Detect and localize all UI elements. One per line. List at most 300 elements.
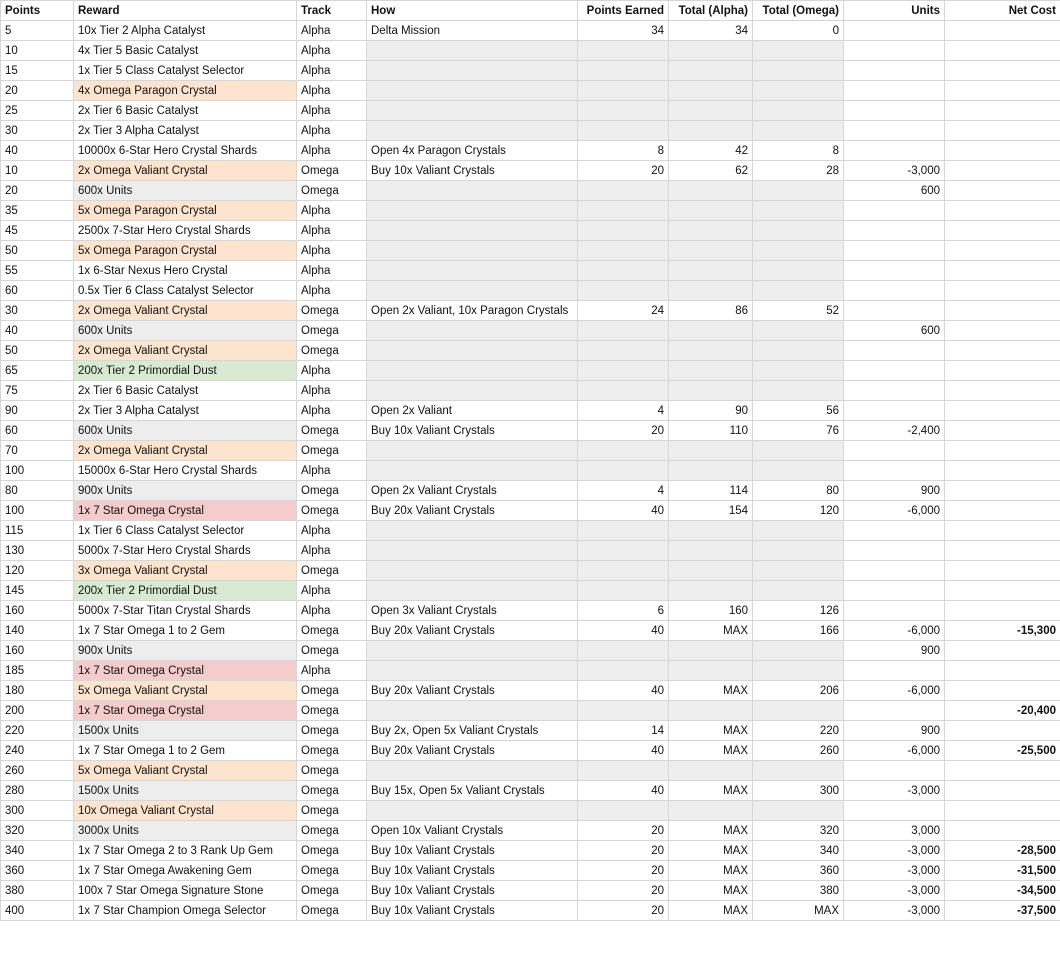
- points-cell[interactable]: 160: [1, 601, 74, 621]
- how-cell[interactable]: [367, 461, 578, 481]
- total-alpha-cell[interactable]: 62: [669, 161, 753, 181]
- points-earned-cell[interactable]: 8: [578, 141, 669, 161]
- units-cell[interactable]: 900: [844, 721, 945, 741]
- points-cell[interactable]: 10: [1, 161, 74, 181]
- total-omega-cell[interactable]: [753, 41, 844, 61]
- reward-cell[interactable]: 1x 7 Star Omega Crystal: [74, 701, 297, 721]
- total-alpha-cell[interactable]: [669, 321, 753, 341]
- total-omega-cell[interactable]: 76: [753, 421, 844, 441]
- points-earned-cell[interactable]: 20: [578, 881, 669, 901]
- total-alpha-cell[interactable]: [669, 41, 753, 61]
- net-cost-cell[interactable]: [945, 281, 1060, 301]
- net-cost-cell[interactable]: [945, 301, 1060, 321]
- points-cell[interactable]: 75: [1, 381, 74, 401]
- how-cell[interactable]: Open 2x Valiant Crystals: [367, 481, 578, 501]
- how-cell[interactable]: [367, 281, 578, 301]
- points-earned-cell[interactable]: 40: [578, 681, 669, 701]
- net-cost-cell[interactable]: -28,500: [945, 841, 1060, 861]
- net-cost-cell[interactable]: [945, 801, 1060, 821]
- how-cell[interactable]: [367, 341, 578, 361]
- how-cell[interactable]: Buy 10x Valiant Crystals: [367, 861, 578, 881]
- net-cost-cell[interactable]: [945, 201, 1060, 221]
- track-cell[interactable]: Omega: [297, 561, 367, 581]
- how-cell[interactable]: Delta Mission: [367, 21, 578, 41]
- total-alpha-cell[interactable]: [669, 361, 753, 381]
- units-cell[interactable]: -6,000: [844, 501, 945, 521]
- net-cost-cell[interactable]: [945, 541, 1060, 561]
- header-total-alpha[interactable]: Total (Alpha): [669, 1, 753, 21]
- total-omega-cell[interactable]: [753, 361, 844, 381]
- units-cell[interactable]: -3,000: [844, 161, 945, 181]
- total-omega-cell[interactable]: 0: [753, 21, 844, 41]
- total-omega-cell[interactable]: [753, 381, 844, 401]
- points-cell[interactable]: 30: [1, 121, 74, 141]
- how-cell[interactable]: [367, 181, 578, 201]
- total-alpha-cell[interactable]: [669, 441, 753, 461]
- total-alpha-cell[interactable]: [669, 761, 753, 781]
- net-cost-cell[interactable]: [945, 81, 1060, 101]
- total-omega-cell[interactable]: [753, 281, 844, 301]
- units-cell[interactable]: [844, 261, 945, 281]
- points-earned-cell[interactable]: 40: [578, 621, 669, 641]
- units-cell[interactable]: [844, 601, 945, 621]
- units-cell[interactable]: [844, 241, 945, 261]
- reward-cell[interactable]: 5x Omega Valiant Crystal: [74, 761, 297, 781]
- reward-cell[interactable]: 4x Omega Paragon Crystal: [74, 81, 297, 101]
- units-cell[interactable]: -2,400: [844, 421, 945, 441]
- total-alpha-cell[interactable]: [669, 341, 753, 361]
- net-cost-cell[interactable]: [945, 781, 1060, 801]
- reward-cell[interactable]: 1500x Units: [74, 781, 297, 801]
- total-alpha-cell[interactable]: [669, 241, 753, 261]
- total-alpha-cell[interactable]: [669, 381, 753, 401]
- how-cell[interactable]: [367, 241, 578, 261]
- total-omega-cell[interactable]: [753, 521, 844, 541]
- points-cell[interactable]: 40: [1, 141, 74, 161]
- reward-cell[interactable]: 2x Tier 6 Basic Catalyst: [74, 381, 297, 401]
- total-omega-cell[interactable]: 260: [753, 741, 844, 761]
- points-earned-cell[interactable]: [578, 281, 669, 301]
- track-cell[interactable]: Omega: [297, 881, 367, 901]
- points-earned-cell[interactable]: 40: [578, 501, 669, 521]
- header-total-omega[interactable]: Total (Omega): [753, 1, 844, 21]
- points-cell[interactable]: 220: [1, 721, 74, 741]
- total-omega-cell[interactable]: [753, 101, 844, 121]
- reward-cell[interactable]: 600x Units: [74, 181, 297, 201]
- total-alpha-cell[interactable]: [669, 61, 753, 81]
- points-cell[interactable]: 240: [1, 741, 74, 761]
- points-earned-cell[interactable]: 6: [578, 601, 669, 621]
- net-cost-cell[interactable]: -34,500: [945, 881, 1060, 901]
- total-alpha-cell[interactable]: MAX: [669, 881, 753, 901]
- total-omega-cell[interactable]: [753, 541, 844, 561]
- units-cell[interactable]: [844, 801, 945, 821]
- points-cell[interactable]: 50: [1, 341, 74, 361]
- net-cost-cell[interactable]: [945, 41, 1060, 61]
- reward-cell[interactable]: 0.5x Tier 6 Class Catalyst Selector: [74, 281, 297, 301]
- units-cell[interactable]: [844, 381, 945, 401]
- units-cell[interactable]: 900: [844, 641, 945, 661]
- total-omega-cell[interactable]: [753, 641, 844, 661]
- points-earned-cell[interactable]: [578, 461, 669, 481]
- total-alpha-cell[interactable]: MAX: [669, 781, 753, 801]
- header-reward[interactable]: Reward: [74, 1, 297, 21]
- how-cell[interactable]: [367, 61, 578, 81]
- total-omega-cell[interactable]: [753, 801, 844, 821]
- units-cell[interactable]: [844, 401, 945, 421]
- how-cell[interactable]: [367, 101, 578, 121]
- reward-cell[interactable]: 5000x 7-Star Titan Crystal Shards: [74, 601, 297, 621]
- track-cell[interactable]: Omega: [297, 181, 367, 201]
- header-points-earned[interactable]: Points Earned: [578, 1, 669, 21]
- track-cell[interactable]: Omega: [297, 801, 367, 821]
- net-cost-cell[interactable]: [945, 241, 1060, 261]
- points-cell[interactable]: 280: [1, 781, 74, 801]
- points-earned-cell[interactable]: 20: [578, 861, 669, 881]
- net-cost-cell[interactable]: [945, 361, 1060, 381]
- total-alpha-cell[interactable]: [669, 201, 753, 221]
- units-cell[interactable]: [844, 221, 945, 241]
- track-cell[interactable]: Alpha: [297, 221, 367, 241]
- points-earned-cell[interactable]: 14: [578, 721, 669, 741]
- points-cell[interactable]: 130: [1, 541, 74, 561]
- how-cell[interactable]: [367, 561, 578, 581]
- track-cell[interactable]: Alpha: [297, 461, 367, 481]
- points-earned-cell[interactable]: [578, 541, 669, 561]
- total-alpha-cell[interactable]: 160: [669, 601, 753, 621]
- units-cell[interactable]: -3,000: [844, 881, 945, 901]
- track-cell[interactable]: Alpha: [297, 361, 367, 381]
- total-omega-cell[interactable]: 166: [753, 621, 844, 641]
- net-cost-cell[interactable]: -37,500: [945, 901, 1060, 921]
- net-cost-cell[interactable]: -15,300: [945, 621, 1060, 641]
- how-cell[interactable]: Buy 20x Valiant Crystals: [367, 741, 578, 761]
- total-alpha-cell[interactable]: [669, 801, 753, 821]
- track-cell[interactable]: Alpha: [297, 241, 367, 261]
- how-cell[interactable]: [367, 201, 578, 221]
- total-alpha-cell[interactable]: 42: [669, 141, 753, 161]
- reward-cell[interactable]: 1x 7 Star Champion Omega Selector: [74, 901, 297, 921]
- how-cell[interactable]: [367, 581, 578, 601]
- total-alpha-cell[interactable]: [669, 461, 753, 481]
- net-cost-cell[interactable]: [945, 401, 1060, 421]
- reward-cell[interactable]: 10x Omega Valiant Crystal: [74, 801, 297, 821]
- track-cell[interactable]: Omega: [297, 301, 367, 321]
- reward-cell[interactable]: 2500x 7-Star Hero Crystal Shards: [74, 221, 297, 241]
- reward-cell[interactable]: 3000x Units: [74, 821, 297, 841]
- net-cost-cell[interactable]: [945, 21, 1060, 41]
- reward-cell[interactable]: 1500x Units: [74, 721, 297, 741]
- points-earned-cell[interactable]: 20: [578, 421, 669, 441]
- points-cell[interactable]: 100: [1, 461, 74, 481]
- track-cell[interactable]: Alpha: [297, 381, 367, 401]
- total-alpha-cell[interactable]: MAX: [669, 821, 753, 841]
- total-alpha-cell[interactable]: 110: [669, 421, 753, 441]
- total-alpha-cell[interactable]: [669, 701, 753, 721]
- how-cell[interactable]: Buy 20x Valiant Crystals: [367, 621, 578, 641]
- points-cell[interactable]: 40: [1, 321, 74, 341]
- track-cell[interactable]: Alpha: [297, 261, 367, 281]
- units-cell[interactable]: [844, 301, 945, 321]
- track-cell[interactable]: Omega: [297, 501, 367, 521]
- reward-cell[interactable]: 600x Units: [74, 421, 297, 441]
- net-cost-cell[interactable]: [945, 61, 1060, 81]
- units-cell[interactable]: -6,000: [844, 741, 945, 761]
- how-cell[interactable]: [367, 361, 578, 381]
- track-cell[interactable]: Alpha: [297, 661, 367, 681]
- net-cost-cell[interactable]: [945, 181, 1060, 201]
- total-omega-cell[interactable]: 340: [753, 841, 844, 861]
- points-earned-cell[interactable]: [578, 521, 669, 541]
- net-cost-cell[interactable]: [945, 681, 1060, 701]
- points-cell[interactable]: 200: [1, 701, 74, 721]
- units-cell[interactable]: [844, 701, 945, 721]
- track-cell[interactable]: Omega: [297, 421, 367, 441]
- total-omega-cell[interactable]: 126: [753, 601, 844, 621]
- net-cost-cell[interactable]: [945, 501, 1060, 521]
- how-cell[interactable]: [367, 321, 578, 341]
- points-cell[interactable]: 10: [1, 41, 74, 61]
- total-alpha-cell[interactable]: MAX: [669, 901, 753, 921]
- total-alpha-cell[interactable]: [669, 281, 753, 301]
- how-cell[interactable]: Open 2x Valiant, 10x Paragon Crystals: [367, 301, 578, 321]
- net-cost-cell[interactable]: [945, 381, 1060, 401]
- units-cell[interactable]: [844, 201, 945, 221]
- total-omega-cell[interactable]: 120: [753, 501, 844, 521]
- units-cell[interactable]: 600: [844, 321, 945, 341]
- how-cell[interactable]: [367, 801, 578, 821]
- track-cell[interactable]: Alpha: [297, 401, 367, 421]
- track-cell[interactable]: Alpha: [297, 121, 367, 141]
- how-cell[interactable]: Buy 10x Valiant Crystals: [367, 421, 578, 441]
- net-cost-cell[interactable]: [945, 101, 1060, 121]
- track-cell[interactable]: Omega: [297, 441, 367, 461]
- units-cell[interactable]: [844, 81, 945, 101]
- total-omega-cell[interactable]: 8: [753, 141, 844, 161]
- units-cell[interactable]: [844, 341, 945, 361]
- points-earned-cell[interactable]: [578, 241, 669, 261]
- units-cell[interactable]: [844, 661, 945, 681]
- units-cell[interactable]: [844, 361, 945, 381]
- reward-cell[interactable]: 1x 7 Star Omega Awakening Gem: [74, 861, 297, 881]
- net-cost-cell[interactable]: [945, 221, 1060, 241]
- net-cost-cell[interactable]: [945, 601, 1060, 621]
- track-cell[interactable]: Omega: [297, 621, 367, 641]
- total-omega-cell[interactable]: [753, 261, 844, 281]
- points-cell[interactable]: 140: [1, 621, 74, 641]
- total-omega-cell[interactable]: [753, 241, 844, 261]
- units-cell[interactable]: [844, 761, 945, 781]
- total-omega-cell[interactable]: 28: [753, 161, 844, 181]
- points-earned-cell[interactable]: 20: [578, 821, 669, 841]
- track-cell[interactable]: Omega: [297, 781, 367, 801]
- net-cost-cell[interactable]: [945, 641, 1060, 661]
- track-cell[interactable]: Omega: [297, 681, 367, 701]
- units-cell[interactable]: 900: [844, 481, 945, 501]
- points-earned-cell[interactable]: [578, 561, 669, 581]
- track-cell[interactable]: Alpha: [297, 81, 367, 101]
- points-earned-cell[interactable]: 40: [578, 781, 669, 801]
- total-omega-cell[interactable]: [753, 561, 844, 581]
- total-omega-cell[interactable]: 380: [753, 881, 844, 901]
- reward-cell[interactable]: 200x Tier 2 Primordial Dust: [74, 361, 297, 381]
- points-earned-cell[interactable]: 20: [578, 901, 669, 921]
- how-cell[interactable]: Buy 15x, Open 5x Valiant Crystals: [367, 781, 578, 801]
- points-cell[interactable]: 50: [1, 241, 74, 261]
- points-earned-cell[interactable]: [578, 181, 669, 201]
- points-cell[interactable]: 100: [1, 501, 74, 521]
- points-cell[interactable]: 15: [1, 61, 74, 81]
- points-earned-cell[interactable]: 40: [578, 741, 669, 761]
- how-cell[interactable]: [367, 541, 578, 561]
- track-cell[interactable]: Alpha: [297, 41, 367, 61]
- net-cost-cell[interactable]: [945, 441, 1060, 461]
- total-omega-cell[interactable]: [753, 121, 844, 141]
- header-how[interactable]: How: [367, 1, 578, 21]
- points-cell[interactable]: 400: [1, 901, 74, 921]
- how-cell[interactable]: Open 2x Valiant: [367, 401, 578, 421]
- total-omega-cell[interactable]: [753, 61, 844, 81]
- how-cell[interactable]: Buy 20x Valiant Crystals: [367, 501, 578, 521]
- total-alpha-cell[interactable]: 114: [669, 481, 753, 501]
- reward-cell[interactable]: 5000x 7-Star Hero Crystal Shards: [74, 541, 297, 561]
- net-cost-cell[interactable]: -25,500: [945, 741, 1060, 761]
- total-alpha-cell[interactable]: MAX: [669, 861, 753, 881]
- reward-cell[interactable]: 900x Units: [74, 641, 297, 661]
- reward-cell[interactable]: 1x 7 Star Omega 1 to 2 Gem: [74, 741, 297, 761]
- how-cell[interactable]: Open 3x Valiant Crystals: [367, 601, 578, 621]
- net-cost-cell[interactable]: [945, 581, 1060, 601]
- points-earned-cell[interactable]: [578, 801, 669, 821]
- points-earned-cell[interactable]: 24: [578, 301, 669, 321]
- points-earned-cell[interactable]: [578, 41, 669, 61]
- points-earned-cell[interactable]: [578, 321, 669, 341]
- reward-cell[interactable]: 600x Units: [74, 321, 297, 341]
- net-cost-cell[interactable]: [945, 721, 1060, 741]
- points-earned-cell[interactable]: [578, 121, 669, 141]
- how-cell[interactable]: [367, 441, 578, 461]
- track-cell[interactable]: Alpha: [297, 141, 367, 161]
- total-omega-cell[interactable]: [753, 661, 844, 681]
- track-cell[interactable]: Alpha: [297, 61, 367, 81]
- points-cell[interactable]: 30: [1, 301, 74, 321]
- points-earned-cell[interactable]: [578, 381, 669, 401]
- net-cost-cell[interactable]: [945, 821, 1060, 841]
- units-cell[interactable]: 3,000: [844, 821, 945, 841]
- units-cell[interactable]: [844, 41, 945, 61]
- track-cell[interactable]: Alpha: [297, 521, 367, 541]
- total-alpha-cell[interactable]: [669, 221, 753, 241]
- header-units[interactable]: Units: [844, 1, 945, 21]
- track-cell[interactable]: Omega: [297, 841, 367, 861]
- total-omega-cell[interactable]: 52: [753, 301, 844, 321]
- net-cost-cell[interactable]: [945, 121, 1060, 141]
- total-alpha-cell[interactable]: [669, 81, 753, 101]
- net-cost-cell[interactable]: [945, 461, 1060, 481]
- reward-cell[interactable]: 1x 7 Star Omega Crystal: [74, 501, 297, 521]
- points-cell[interactable]: 45: [1, 221, 74, 241]
- track-cell[interactable]: Alpha: [297, 601, 367, 621]
- reward-cell[interactable]: 2x Tier 3 Alpha Catalyst: [74, 121, 297, 141]
- track-cell[interactable]: Alpha: [297, 281, 367, 301]
- reward-cell[interactable]: 2x Omega Valiant Crystal: [74, 161, 297, 181]
- points-earned-cell[interactable]: [578, 361, 669, 381]
- points-earned-cell[interactable]: [578, 661, 669, 681]
- units-cell[interactable]: [844, 461, 945, 481]
- points-earned-cell[interactable]: [578, 641, 669, 661]
- how-cell[interactable]: [367, 381, 578, 401]
- total-omega-cell[interactable]: 320: [753, 821, 844, 841]
- track-cell[interactable]: Omega: [297, 821, 367, 841]
- units-cell[interactable]: [844, 141, 945, 161]
- total-omega-cell[interactable]: [753, 181, 844, 201]
- points-earned-cell[interactable]: 34: [578, 21, 669, 41]
- total-omega-cell[interactable]: 80: [753, 481, 844, 501]
- points-cell[interactable]: 5: [1, 21, 74, 41]
- how-cell[interactable]: [367, 81, 578, 101]
- reward-cell[interactable]: 4x Tier 5 Basic Catalyst: [74, 41, 297, 61]
- track-cell[interactable]: Alpha: [297, 201, 367, 221]
- track-cell[interactable]: Alpha: [297, 581, 367, 601]
- track-cell[interactable]: Omega: [297, 641, 367, 661]
- units-cell[interactable]: -6,000: [844, 681, 945, 701]
- reward-cell[interactable]: 2x Omega Valiant Crystal: [74, 441, 297, 461]
- total-alpha-cell[interactable]: MAX: [669, 841, 753, 861]
- net-cost-cell[interactable]: [945, 341, 1060, 361]
- total-omega-cell[interactable]: [753, 321, 844, 341]
- total-alpha-cell[interactable]: [669, 561, 753, 581]
- track-cell[interactable]: Alpha: [297, 21, 367, 41]
- points-earned-cell[interactable]: [578, 441, 669, 461]
- points-earned-cell[interactable]: [578, 101, 669, 121]
- total-omega-cell[interactable]: MAX: [753, 901, 844, 921]
- points-cell[interactable]: 180: [1, 681, 74, 701]
- how-cell[interactable]: Buy 10x Valiant Crystals: [367, 161, 578, 181]
- track-cell[interactable]: Omega: [297, 741, 367, 761]
- units-cell[interactable]: [844, 61, 945, 81]
- points-cell[interactable]: 145: [1, 581, 74, 601]
- total-omega-cell[interactable]: [753, 341, 844, 361]
- reward-cell[interactable]: 1x Tier 5 Class Catalyst Selector: [74, 61, 297, 81]
- reward-cell[interactable]: 2x Omega Valiant Crystal: [74, 301, 297, 321]
- units-cell[interactable]: [844, 21, 945, 41]
- total-alpha-cell[interactable]: 90: [669, 401, 753, 421]
- total-omega-cell[interactable]: 206: [753, 681, 844, 701]
- points-cell[interactable]: 340: [1, 841, 74, 861]
- reward-cell[interactable]: 5x Omega Paragon Crystal: [74, 241, 297, 261]
- units-cell[interactable]: [844, 441, 945, 461]
- how-cell[interactable]: Open 4x Paragon Crystals: [367, 141, 578, 161]
- total-alpha-cell[interactable]: 154: [669, 501, 753, 521]
- total-omega-cell[interactable]: 220: [753, 721, 844, 741]
- points-cell[interactable]: 160: [1, 641, 74, 661]
- total-alpha-cell[interactable]: 34: [669, 21, 753, 41]
- track-cell[interactable]: Omega: [297, 321, 367, 341]
- points-cell[interactable]: 380: [1, 881, 74, 901]
- points-cell[interactable]: 80: [1, 481, 74, 501]
- total-alpha-cell[interactable]: [669, 121, 753, 141]
- reward-cell[interactable]: 10000x 6-Star Hero Crystal Shards: [74, 141, 297, 161]
- points-cell[interactable]: 25: [1, 101, 74, 121]
- total-alpha-cell[interactable]: [669, 641, 753, 661]
- points-cell[interactable]: 360: [1, 861, 74, 881]
- points-earned-cell[interactable]: [578, 761, 669, 781]
- reward-cell[interactable]: 15000x 6-Star Hero Crystal Shards: [74, 461, 297, 481]
- units-cell[interactable]: -6,000: [844, 621, 945, 641]
- track-cell[interactable]: Omega: [297, 901, 367, 921]
- total-alpha-cell[interactable]: 86: [669, 301, 753, 321]
- total-omega-cell[interactable]: [753, 581, 844, 601]
